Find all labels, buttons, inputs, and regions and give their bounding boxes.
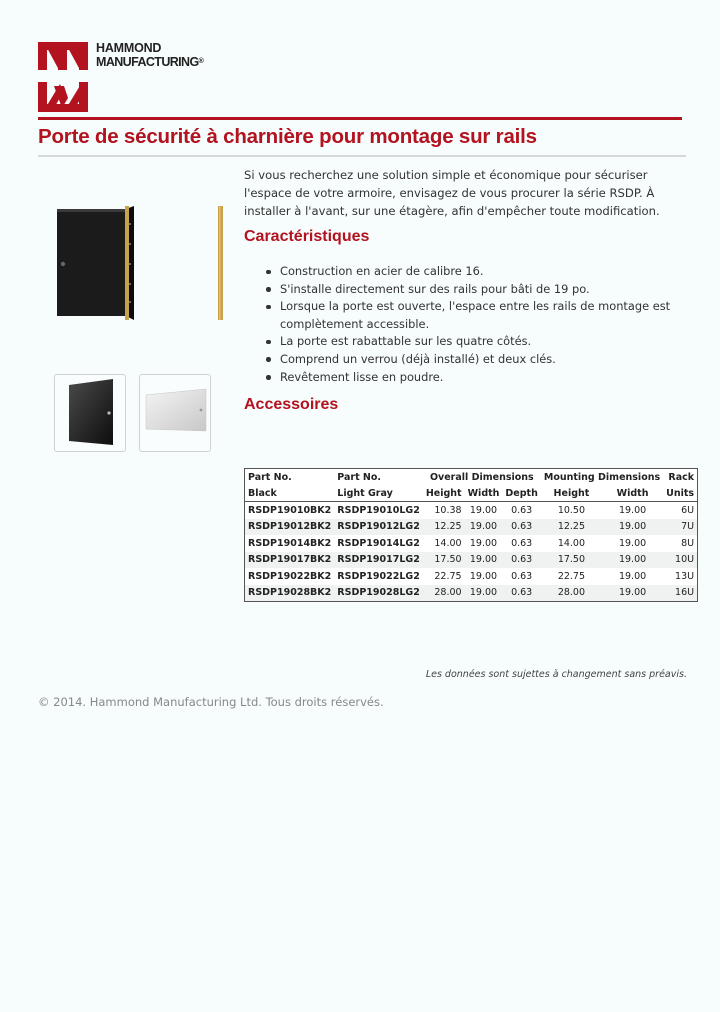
- table-row: [245, 552, 698, 569]
- cell-rack-units: 16U: [675, 587, 695, 599]
- cell-part-gray[interactable]: RSDP19014LG2: [337, 537, 420, 549]
- accessories-heading: Accessoires: [244, 396, 339, 413]
- title-divider: [38, 155, 686, 157]
- cell-mounting-height: 22.75: [557, 570, 586, 582]
- subheader-mounting-width: Width: [602, 485, 663, 502]
- cell-overall-width: 19.00: [469, 554, 498, 566]
- thumbnail-black-door[interactable]: [54, 374, 126, 452]
- cell-overall-width: 19.00: [469, 521, 498, 533]
- feature-item: Comprend un verrou (déjà installé) et deux clés.: [280, 351, 688, 369]
- cell-overall-depth: 0.63: [511, 587, 533, 599]
- cell-rack-units: 7U: [681, 521, 695, 533]
- table-sub-header-row: [245, 485, 698, 502]
- features-heading: Caractéristiques: [244, 228, 370, 245]
- cell-part-gray[interactable]: RSDP19022LG2: [337, 570, 420, 582]
- door-front: [57, 209, 126, 316]
- cell-mounting-width: 19.00: [618, 587, 647, 599]
- cell-mounting-height: 10.50: [557, 504, 586, 516]
- door-side-screw: [129, 301, 131, 303]
- door-lock: [61, 262, 65, 266]
- cell-overall-width: 19.00: [469, 570, 498, 582]
- cell-overall-depth: 0.63: [511, 504, 533, 516]
- copyright-text: © 2014. Hammond Manufacturing Ltd. Tous droits réservés.: [38, 695, 384, 709]
- cell-rack-units: 13U: [675, 570, 695, 582]
- cell-rack-units: 6U: [681, 504, 695, 516]
- door-side-screw: [129, 263, 131, 265]
- page-title: Porte de sécurité à charnière pour montage sur rails: [38, 125, 537, 148]
- cell-overall-depth: 0.63: [511, 537, 533, 549]
- header-part-no-black: Part No.: [248, 471, 292, 483]
- cell-part-gray[interactable]: RSDP19028LG2: [337, 587, 420, 599]
- registered-mark: ®: [198, 58, 204, 65]
- cell-part-black[interactable]: RSDP19010BK2: [248, 504, 332, 516]
- cell-overall-depth: 0.63: [511, 521, 533, 533]
- main-product-image[interactable]: [54, 202, 226, 326]
- cell-rack-units: 10U: [675, 554, 695, 566]
- cell-mounting-width: 19.00: [618, 537, 647, 549]
- cell-part-black[interactable]: RSDP19028BK2: [248, 587, 332, 599]
- feature-item: Lorsque la porte est ouverte, l'espace entre les rails de montage est complètement accessible.: [280, 298, 688, 333]
- cell-overall-height: 12.25: [434, 521, 462, 533]
- cell-overall-width: 19.00: [469, 537, 498, 549]
- specifications-table: [244, 468, 698, 602]
- cell-part-gray[interactable]: RSDP19010LG2: [337, 504, 420, 516]
- subheader-overall-depth: Depth: [502, 485, 540, 502]
- feature-item: Revêtement lisse en poudre.: [280, 369, 688, 387]
- intro-paragraph: Si vous recherchez une solution simple et économique pour sécuriser l'espace de votre armoire, envisagez de vous procurer la série RSDP. À installer à l'avant, sur une étagère, afin d'empêcher toute modification.: [244, 168, 660, 218]
- black-door-thumbnail-image: [55, 375, 125, 451]
- company-logo[interactable]: [38, 42, 238, 114]
- cell-overall-depth: 0.63: [511, 570, 533, 582]
- cell-overall-height: 17.50: [434, 554, 462, 566]
- feature-item: Construction en acier de calibre 16.: [280, 263, 688, 281]
- door-side-screw: [129, 223, 131, 225]
- brand-name: [96, 42, 203, 69]
- table-row: [245, 585, 698, 602]
- subheader-units: Units: [663, 485, 697, 502]
- mounting-rail-left: [125, 206, 129, 320]
- door-front-edge: [57, 209, 126, 212]
- cell-part-black[interactable]: RSDP19022BK2: [248, 570, 332, 582]
- door-side-screw: [129, 283, 131, 285]
- cell-mounting-height: 28.00: [557, 587, 586, 599]
- cell-mounting-height: 14.00: [557, 537, 586, 549]
- subheader-light-gray: Light Gray: [334, 485, 423, 502]
- gray-door-thumbnail-image: [140, 375, 210, 451]
- product-description: [244, 166, 688, 413]
- brand-line-1: HAMMOND: [96, 41, 162, 55]
- cell-overall-height: 22.75: [434, 570, 462, 582]
- cell-part-black[interactable]: RSDP19014BK2: [248, 537, 332, 549]
- header-rack: Rack: [668, 471, 695, 483]
- subheader-mounting-height: Height: [541, 485, 602, 502]
- header-overall-dimensions: Overall Dimensions: [429, 471, 534, 483]
- cell-mounting-width: 19.00: [618, 554, 647, 566]
- thumbnail-gray-door[interactable]: [139, 374, 211, 452]
- cell-part-gray[interactable]: RSDP19012LG2: [337, 521, 420, 533]
- header-mounting-dimensions: Mounting Dimensions: [543, 471, 661, 483]
- cell-mounting-height: 12.25: [557, 521, 586, 533]
- cell-overall-depth: 0.63: [511, 554, 533, 566]
- cell-mounting-width: 19.00: [618, 521, 647, 533]
- disclaimer-note: Les données sont sujettes à changement sans préavis.: [425, 669, 687, 680]
- cell-mounting-height: 17.50: [557, 554, 586, 566]
- brand-line-2: MANUFACTURING®: [96, 55, 204, 69]
- cell-mounting-width: 19.00: [618, 570, 647, 582]
- cell-overall-height: 10.38: [434, 504, 462, 516]
- cell-overall-width: 19.00: [469, 504, 498, 516]
- cell-part-gray[interactable]: RSDP19017LG2: [337, 554, 420, 566]
- subheader-overall-height: Height: [423, 485, 465, 502]
- feature-item: S'installe directement sur des rails pour bâti de 19 po.: [280, 281, 688, 299]
- table-row: [245, 568, 698, 585]
- cell-part-black[interactable]: RSDP19017BK2: [248, 554, 332, 566]
- table-row: [245, 519, 698, 536]
- header-red-rule: [38, 117, 682, 120]
- cell-overall-height: 14.00: [434, 537, 462, 549]
- cell-part-black[interactable]: RSDP19012BK2: [248, 521, 332, 533]
- feature-item: La porte est rabattable sur les quatre côtés.: [280, 333, 688, 351]
- hammond-logo-icon: [38, 42, 88, 112]
- cell-rack-units: 8U: [681, 537, 695, 549]
- rail-highlight: [219, 206, 221, 320]
- subheader-overall-width: Width: [465, 485, 503, 502]
- subheader-black: Black: [245, 485, 335, 502]
- table-row: [245, 502, 698, 519]
- cell-overall-width: 19.00: [469, 587, 498, 599]
- features-list: [244, 263, 688, 386]
- cell-overall-height: 28.00: [434, 587, 462, 599]
- table-row: [245, 535, 698, 552]
- door-side-screw: [129, 243, 131, 245]
- cell-mounting-width: 19.00: [618, 504, 647, 516]
- header-part-no-gray: Part No.: [337, 471, 382, 483]
- table-group-header-row: [245, 469, 698, 486]
